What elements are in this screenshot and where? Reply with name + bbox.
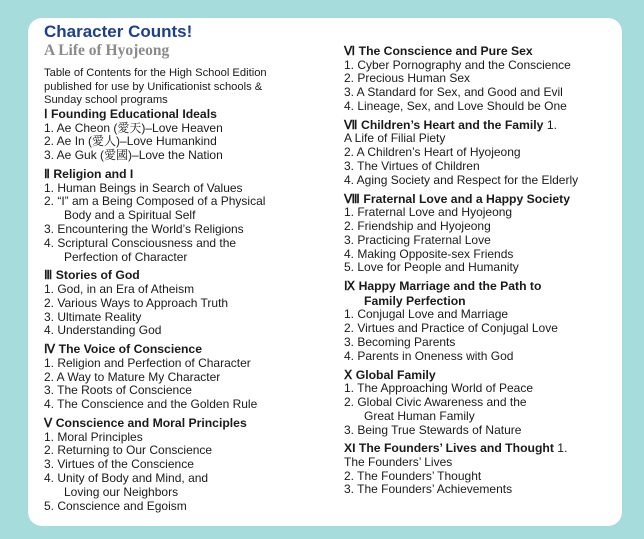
- toc-section: [44, 167, 334, 264]
- toc-item: A Life of Filial Piety: [344, 131, 446, 146]
- toc-item: The Founders’ Lives: [344, 454, 453, 469]
- toc-item: 1. Ae Cheon (愛天)–Love Heaven: [44, 120, 223, 135]
- toc-item: 4. Scriptural Consciousness and the: [44, 235, 237, 250]
- toc-item-continuation: Great Human Family: [364, 408, 475, 423]
- toc-item: 2. Friendship and Hyojeong: [344, 218, 491, 233]
- toc-item: 4. Making Opposite-sex Friends: [344, 246, 514, 261]
- toc-item: 4. The Conscience and the Golden Rule: [44, 397, 258, 412]
- toc-item: 5. Conscience and Egoism: [44, 498, 187, 513]
- toc-section: [344, 441, 620, 497]
- toc-item: 1. The Approaching World of Peace: [344, 381, 534, 396]
- toc-section: [344, 279, 620, 363]
- toc-section: [344, 44, 620, 114]
- section-heading-continuation: Family Perfection: [364, 293, 466, 308]
- toc-section: [44, 416, 334, 513]
- section-heading-text: Ⅷ Fraternal Love and a Happy Society: [344, 191, 571, 206]
- section-heading: Ⅲ Stories of God: [44, 268, 140, 283]
- toc-item: 1. Moral Principles: [44, 429, 143, 444]
- page-subtitle: A Life of Hyojeong: [44, 42, 170, 59]
- toc-section: [344, 368, 620, 438]
- toc-item: 2. Various Ways to Approach Truth: [44, 295, 229, 310]
- section-heading: Ⅰ Founding Educational Ideals: [44, 107, 217, 121]
- toc-item: 3. Encountering the World’s Religions: [44, 221, 244, 236]
- page-title: Character Counts!: [44, 22, 193, 41]
- toc-item: 1. Conjugal Love and Marriage: [344, 307, 509, 322]
- toc-item: 2. Global Civic Awareness and the: [344, 394, 527, 409]
- toc-item: 3. Virtues of the Conscience: [44, 457, 194, 472]
- toc-item: 3. The Founders’ Achievements: [344, 482, 513, 497]
- toc-item: 3. Practicing Fraternal Love: [344, 232, 491, 247]
- intro-text: [44, 67, 324, 108]
- toc-item: 2. Ae In (愛人)–Love Humankind: [44, 134, 217, 149]
- toc-item: 4. Lineage, Sex, and Love Should be One: [344, 98, 567, 113]
- section-heading: [344, 368, 620, 383]
- right-column: [344, 44, 620, 501]
- toc-item: 1. Cyber Pornography and the Conscience: [344, 57, 571, 72]
- toc-section: [344, 192, 620, 276]
- toc-item: 3. A Standard for Sex, and Good and Evil: [344, 85, 563, 100]
- toc-item: 2. “I” am a Being Composed of a Physical: [44, 194, 266, 209]
- toc-section: [44, 342, 334, 412]
- toc-item: 3. The Virtues of Children: [344, 158, 480, 173]
- toc-item: 4. Parents in Oneness with God: [344, 348, 514, 363]
- toc-item-continuation: Perfection of Character: [64, 249, 188, 264]
- toc-item: 3. Becoming Parents: [344, 334, 456, 349]
- intro-line: Table of Contents for the High School Edition: [44, 67, 267, 79]
- toc-item: 4. Unity of Body and Mind, and: [44, 470, 209, 485]
- toc-item-continuation: Body and a Spiritual Self: [64, 208, 196, 223]
- section-heading: [344, 441, 620, 456]
- section-heading-text: Ⅵ The Conscience and Pure Sex: [344, 44, 533, 58]
- toc-item: 1. God, in an Era of Atheism: [44, 281, 195, 296]
- section-heading-text: XI The Founders’ Lives and Thought: [344, 441, 554, 456]
- section-heading: [344, 118, 620, 133]
- section-heading: Ⅳ The Voice of Conscience: [44, 342, 202, 357]
- toc-item-continuation: Loving our Neighbors: [64, 484, 179, 499]
- toc-item: 1. Fraternal Love and Hyojeong: [344, 205, 513, 220]
- intro-line: Sunday school programs: [44, 94, 168, 107]
- section-heading: Ⅱ Religion and I: [44, 166, 134, 181]
- section-heading-text: Ⅶ Children’s Heart and the Family: [344, 117, 544, 132]
- toc-item: 2. Precious Human Sex: [344, 71, 471, 86]
- toc-item: 2. Virtues and Practice of Conjugal Love: [344, 321, 558, 336]
- toc-item: 2. Returning to Our Conscience: [44, 443, 213, 458]
- section-heading-extra: 1.: [553, 441, 568, 456]
- toc-section: [344, 118, 620, 188]
- toc-item: 5. Love for People and Humanity: [344, 260, 519, 275]
- toc-section: [44, 268, 334, 338]
- section-heading: Ⅸ Happy Marriage and the Path to: [344, 279, 542, 294]
- toc-item: 4. Aging Society and Respect for the Elderly: [344, 172, 579, 187]
- section-heading: Ⅴ Conscience and Moral Principles: [44, 415, 247, 430]
- toc-item: 4. Understanding God: [44, 323, 162, 338]
- toc-item: 2. The Founders’ Thought: [344, 468, 482, 483]
- toc-item: 3. Ultimate Reality: [44, 309, 142, 324]
- toc-item: 2. A Way to Mature My Character: [44, 369, 221, 384]
- toc-card: [28, 18, 622, 526]
- section-heading-text: Ⅹ Global Family: [344, 367, 436, 382]
- toc-section: [44, 107, 334, 163]
- toc-item: 3. The Roots of Conscience: [44, 383, 192, 398]
- toc-item: 1. Human Beings in Search of Values: [44, 180, 243, 195]
- intro-line: published for use by Unificationist schools &: [44, 80, 263, 93]
- toc-item: 1. Religion and Perfection of Character: [44, 355, 251, 370]
- left-column: [44, 107, 334, 517]
- section-heading: [344, 44, 620, 59]
- toc-item: 3. Being True Stewards of Nature: [344, 422, 522, 437]
- toc-item: 3. Ae Guk (愛國)–Love the Nation: [44, 148, 223, 163]
- section-heading: [344, 192, 620, 207]
- section-heading-extra: 1.: [543, 117, 557, 132]
- toc-item: 2. A Children’s Heart of Hyojeong: [344, 145, 521, 160]
